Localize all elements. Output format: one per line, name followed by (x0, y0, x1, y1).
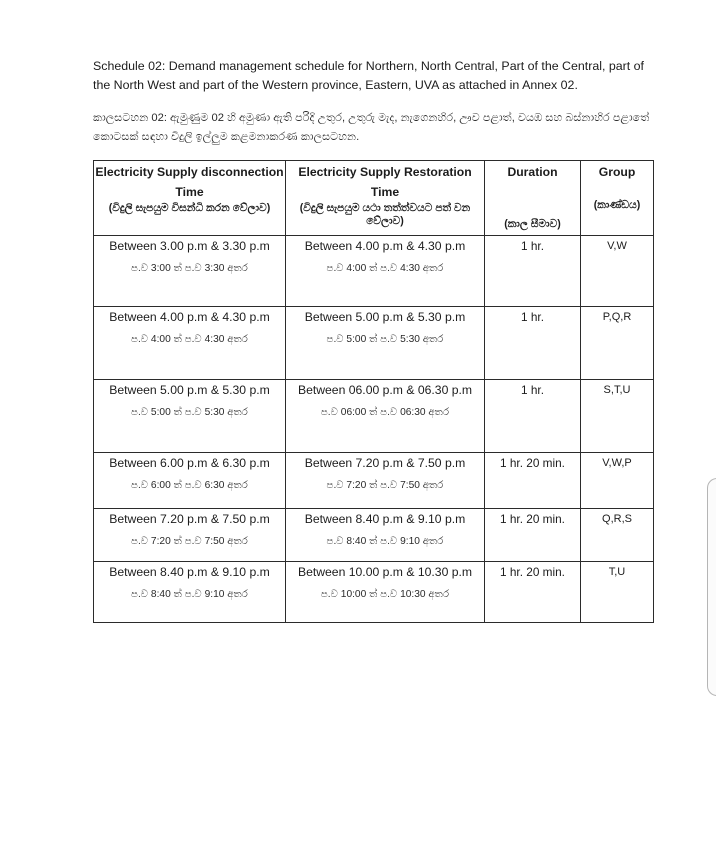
cell-en: Between 3.00 p.m & 3.30 p.m (109, 239, 270, 253)
cell-group: P,Q,R (602, 311, 632, 323)
restoration-cell (286, 236, 485, 307)
table-row (94, 380, 654, 453)
cell-group: V,W,P (602, 457, 632, 469)
duration-cell (485, 380, 581, 453)
cell-en: Between 5.00 p.m & 5.30 p.m (304, 310, 466, 324)
table-row (94, 307, 654, 380)
cell-duration: 1 hr. 20 min. (500, 565, 565, 579)
header-en: Electricity Supply Restoration Time (298, 165, 472, 199)
restoration-cell (286, 380, 485, 453)
duration-cell (485, 562, 581, 623)
restoration-cell (286, 307, 485, 380)
cell-group: Q,R,S (602, 513, 632, 525)
cell-si: ප.ව 6:00 ත් ප.ව 6:30 අතර (131, 480, 248, 491)
header-si: (කාල සීමාව) (504, 217, 561, 230)
schedule-table (93, 160, 654, 623)
cell-en: Between 8.40 p.m & 9.10 p.m (304, 512, 466, 526)
duration-cell (485, 509, 581, 562)
duration-cell (485, 236, 581, 307)
disconnection-cell (94, 307, 286, 380)
header-en: Electricity Supply disconnection Time (95, 165, 284, 199)
cell-duration: 1 hr. (521, 239, 544, 253)
header-restoration-time (286, 161, 485, 236)
schedule-description: Demand management schedule for Northern, North Central, Part of the Central, part of the North West and part of the Western province, Eastern, UVA as attached in Annex 02. (93, 59, 644, 92)
cell-en: Between 4.00 p.m & 4.30 p.m (304, 239, 466, 253)
group-cell (581, 509, 654, 562)
cell-si: ප.ව 10:00 ත් ප.ව 10:30 අතර (320, 589, 450, 600)
group-cell (581, 453, 654, 509)
cell-en: Between 7.20 p.m & 7.50 p.m (304, 456, 466, 470)
table-row (94, 236, 654, 307)
cell-group: S,T,U (603, 384, 631, 396)
cell-si: ප.ව 5:00 ත් ප.ව 5:30 අතර (131, 407, 248, 418)
table-row (94, 509, 654, 562)
cell-si: ප.ව 7:20 ත් ප.ව 7:50 අතර (326, 480, 444, 491)
cell-en: Between 8.40 p.m & 9.10 p.m (109, 565, 270, 579)
disconnection-cell (94, 380, 286, 453)
header-en: Group (598, 165, 636, 179)
cell-si: ප.ව 3:00 ත් ප.ව 3:30 අතර (131, 263, 248, 274)
cell-duration: 1 hr. (521, 383, 544, 397)
cell-duration: 1 hr. 20 min. (500, 456, 565, 470)
cell-en: Between 06.00 p.m & 06.30 p.m (297, 383, 473, 397)
cell-en: Between 7.20 p.m & 7.50 p.m (109, 512, 270, 526)
cell-si: ප.ව 5:00 ත් ප.ව 5:30 අතර (326, 334, 444, 345)
header-duration (485, 161, 581, 236)
cell-si: ප.ව 4:00 ත් ප.ව 4:30 අතර (131, 334, 248, 345)
cell-en: Between 4.00 p.m & 4.30 p.m (109, 310, 270, 324)
disconnection-cell (94, 453, 286, 509)
table-row (94, 562, 654, 623)
cell-group: T,U (608, 566, 626, 578)
side-pull-tab[interactable] (707, 478, 716, 696)
cell-si: ප.ව 8:40 ත් ප.ව 9:10 අතර (131, 589, 248, 600)
restoration-cell (286, 509, 485, 562)
restoration-cell (286, 562, 485, 623)
duration-cell (485, 453, 581, 509)
cell-duration: 1 hr. 20 min. (500, 512, 565, 526)
cell-duration: 1 hr. (521, 310, 544, 324)
cell-si: ප.ව 4:00 ත් ප.ව 4:30 අතර (326, 263, 444, 274)
cell-en: Between 10.00 p.m & 10.30 p.m (297, 565, 473, 579)
restoration-cell (286, 453, 485, 509)
group-cell (581, 307, 654, 380)
schedule-heading (93, 57, 659, 94)
schedule-label: Schedule 02: (93, 59, 166, 73)
table-header-row (94, 161, 654, 236)
group-cell (581, 562, 654, 623)
cell-si: ප.ව 06:00 ත් ප.ව 06:30 අතර (320, 407, 450, 418)
disconnection-cell (94, 236, 286, 307)
cell-en: Between 6.00 p.m & 6.30 p.m (109, 456, 270, 470)
group-cell (581, 380, 654, 453)
duration-cell (485, 307, 581, 380)
cell-si: ප.ව 8:40 ත් ප.ව 9:10 අතර (326, 536, 444, 547)
cell-si: ප.ව 7:20 ත් ප.ව 7:50 අතර (131, 536, 248, 547)
header-group (581, 161, 654, 236)
cell-group: V,W (607, 240, 627, 252)
disconnection-cell (94, 562, 286, 623)
header-en: Duration (507, 165, 558, 179)
group-cell (581, 236, 654, 307)
disconnection-cell (94, 509, 286, 562)
header-disconnection-time (94, 161, 286, 236)
header-si: (කාණ්ඩය) (593, 198, 641, 211)
sinhala-schedule-heading: කාලසටහන 02: ඇමුණුම 02 හි අමුණා ඇති පරිදි උතුර, උතුරු මැද, නැගෙනහිර, ඌව පළාත්, වයඹ සහ බස්නාහිර පළාතේ කොටසක් සඳහා විදුලි ඉල්ලුම කළමනාකරණ කාලසටහන. (93, 112, 650, 143)
table-row (94, 453, 654, 509)
header-si: (විදුලි සැපයුම විසන්ධි කරන වේලාව) (108, 202, 271, 214)
cell-en: Between 5.00 p.m & 5.30 p.m (109, 383, 270, 397)
header-si: (විදුලි සැපයුම යථා තත්ත්වයට පත් වන වේලාව) (299, 202, 471, 227)
